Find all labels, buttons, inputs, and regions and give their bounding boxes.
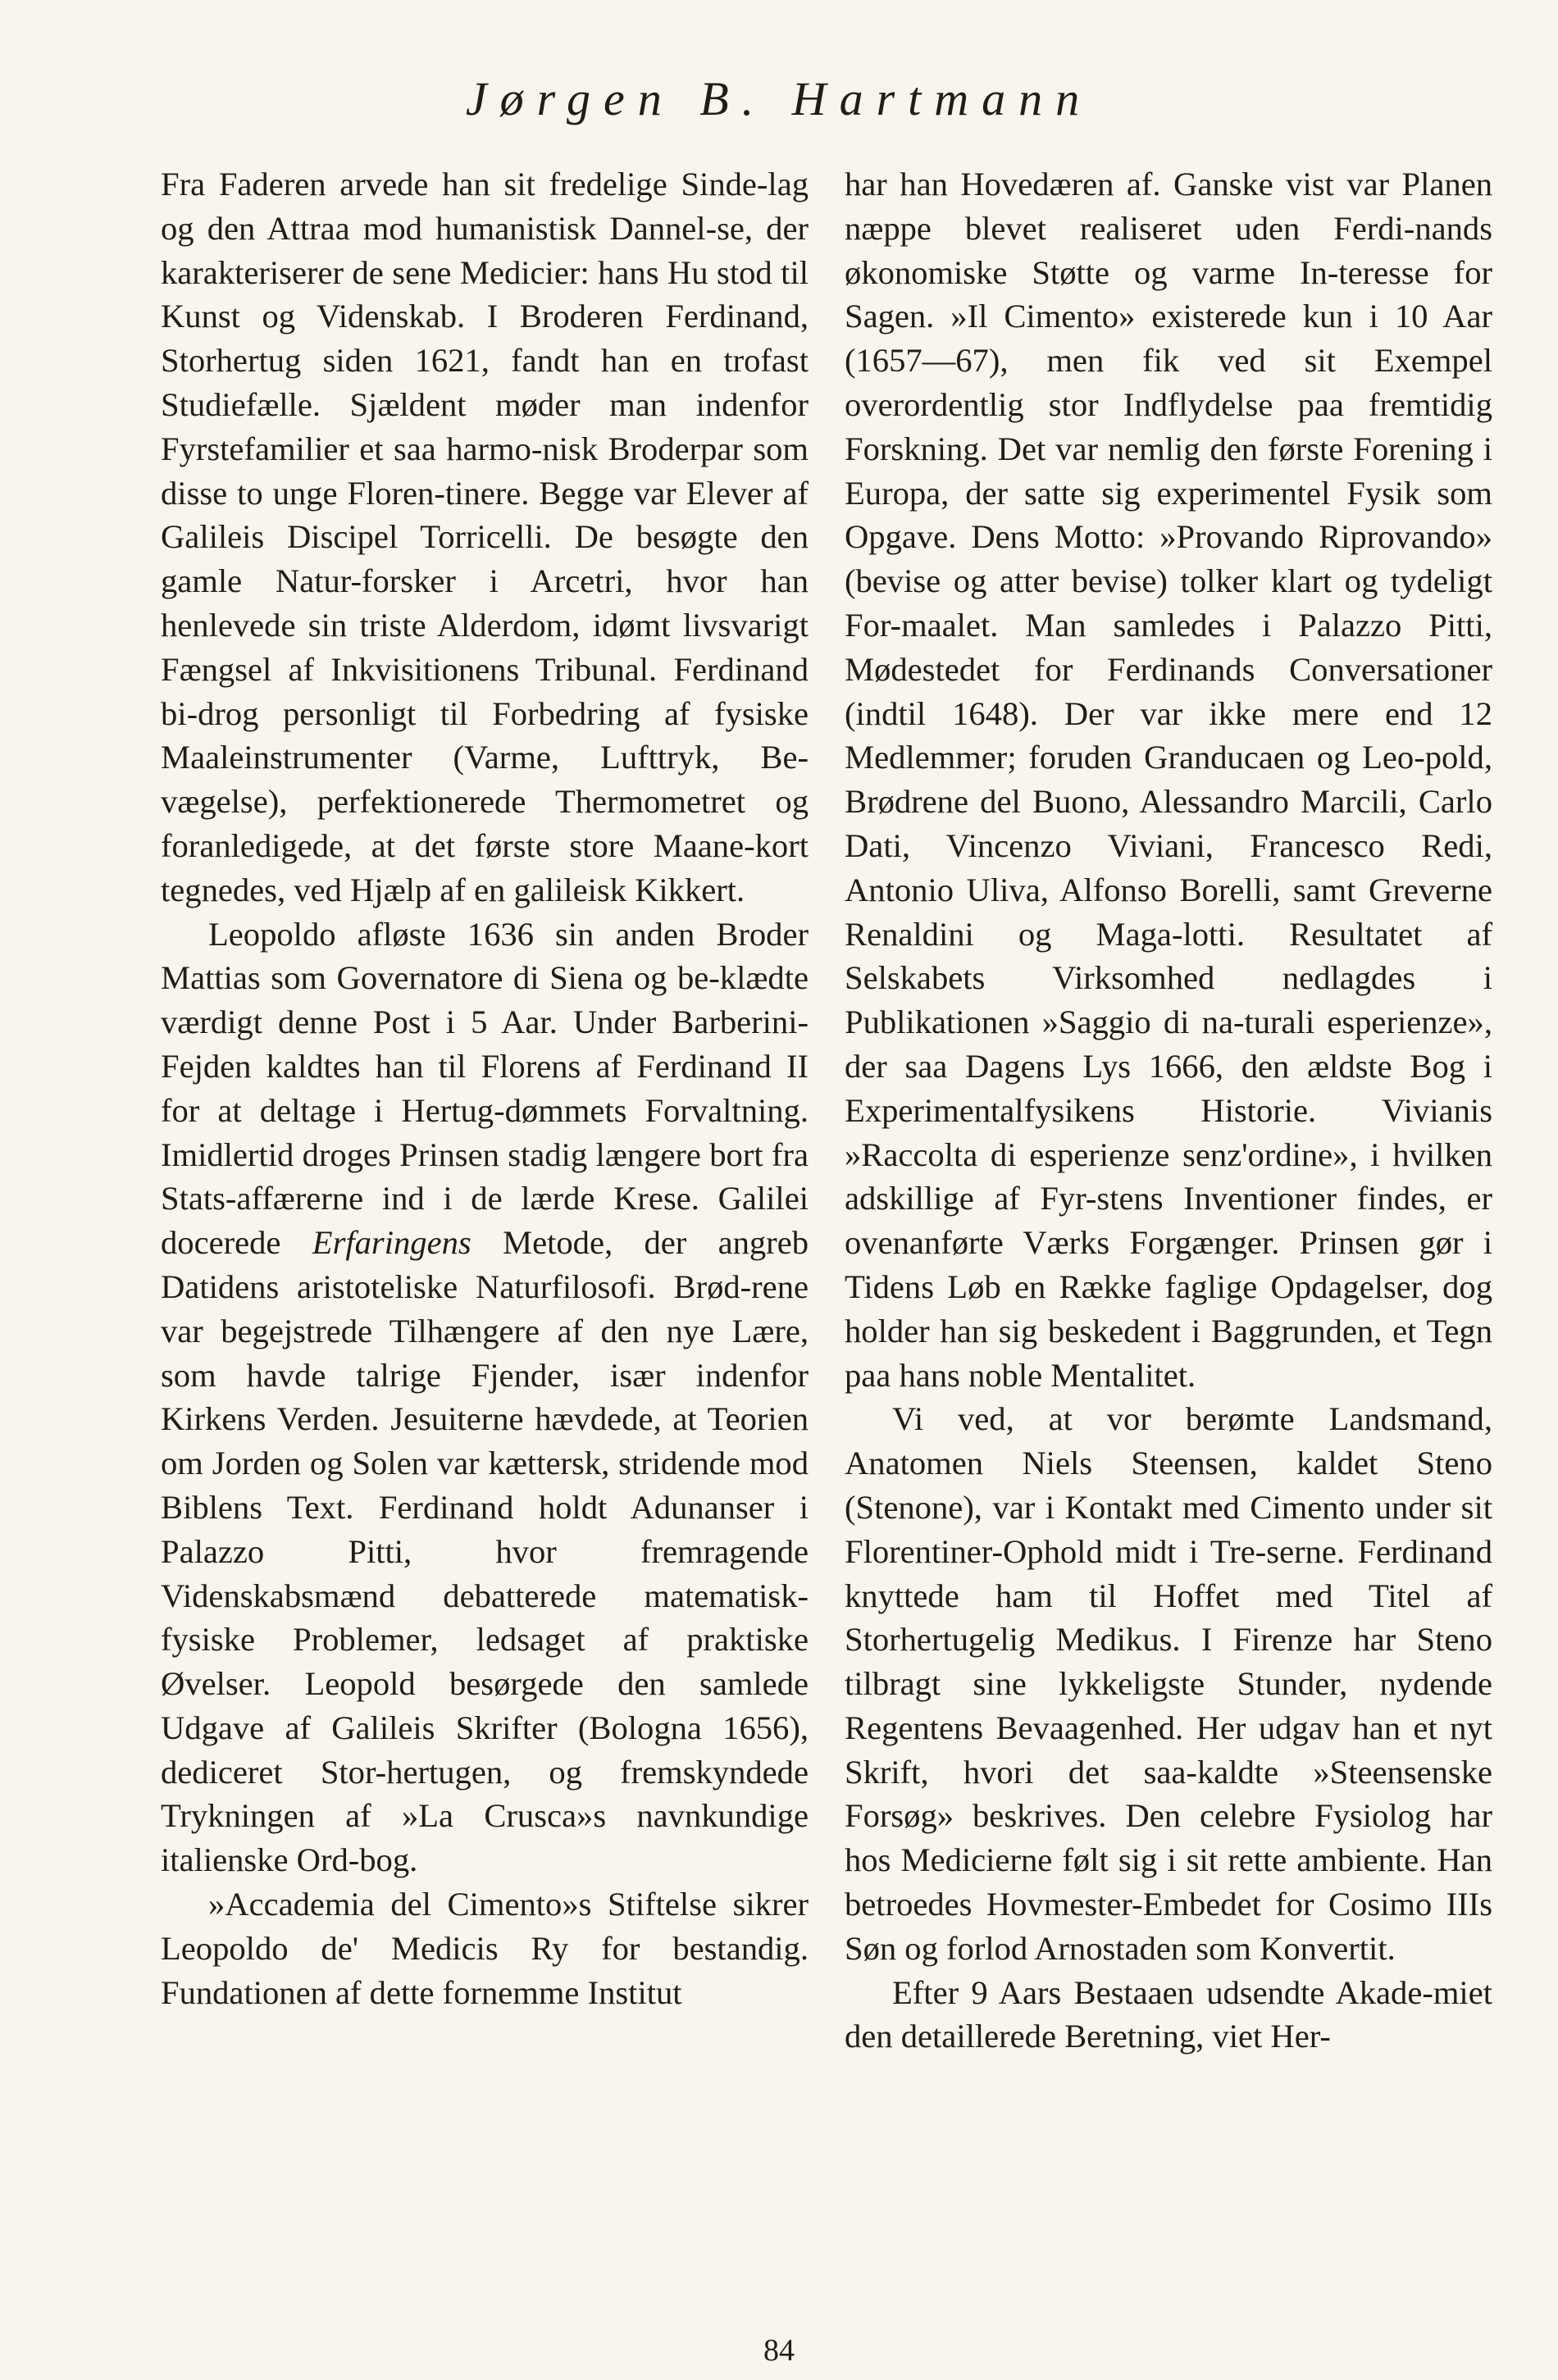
paragraph: har han Hovedæren af. Ganske vist var Planen næppe blevet realiseret uden Ferdi-nands økonomiske Støtte og varme In-teresse for Sagen. »Il Cimento» existerede kun i 10 Aar (1657—67), men fik ved sit Exempel overordentlig stor Indflydelse paa fremtidig Forskning. Det var nemlig den første Forening i Europa, der satte sig experimentel Fysik som Opgave. Dens Motto: »Provando Riprovando» (bevise og atter bevise) tolker klart og tydeligt For-maalet. Man samledes i Palazzo Pitti, Mødestedet for Ferdinands Conversationer (indtil 1648). Der var ikke mere end 12 Medlemmer; foruden Granducaen og Leo-pold, Brødrene del Buono, Alessandro Marcili, Carlo Dati, Vincenzo Viviani, Francesco Redi, Antonio Uliva, Alfonso Borelli, samt Greverne Renaldini og Maga-lotti. Resultatet af Selskabets Virksomhed nedlagdes i Publikationen »Saggio di na-turali esperienze», der saa Dagens Lys 1666, den ældste Bog i Experimentalfysikens Historie. Vivianis »Raccolta di esperienze senz'ordine», i hvilken adskillige af Fyr-stens Inventioner findes, er ovenanførte Værks Forgænger. Prinsen gør i Tidens Løb en Række faglige Opdagelser, dog holder han sig beskedent i Baggrunden, et Tegn paa hans noble Mentalitet.	[845, 166, 1492, 1394]
paragraph-text: Leopoldo afløste 1636 sin anden Broder Mattias som Governatore di Siena og be-klædte værdigt denne Post i 5 Aar. Under Barberini-Fejden kaldtes han til Florens af Ferdinand II for at deltage i Hertug-dømmets Forvaltning. Imidlertid droges Prinsen stadig længere bort fra Stats-affærerne ind i de lærde Krese. Galilei docerede	[161, 915, 809, 1262]
paragraph-text: Metode, der angreb Datidens aristoteliske Naturfilosofi. Brød-rene var begejstrede Tilhængere af den nye Lære, som havde talrige Fjender, især indenfor Kirkens Verden. Jesuiterne hævdede, at Teorien om Jorden og Solen var kættersk, stridende mod Biblens Text. Ferdinand holdt Adunanser i Palazzo Pitti, hvor fremragende Videnskabsmænd debatterede matematisk-fysiske Problemer, ledsaget af praktiske Øvelser. Leopold besørgede den samlede Udgave af Galileis Skrifter (Bologna 1656), dediceret Stor-hertugen, og fremskyndede Trykningen af »La Crusca»s navnkundige italienske Ord-bog.	[161, 1224, 809, 1879]
page-number: 84	[763, 2333, 795, 2368]
paragraph: Fra Faderen arvede han sit fredelige Sinde-lag og den Attraa mod humanistisk Dannel-se, der karakteriserer de sene Medicier: hans Hu stod til Kunst og Videnskab. I Broderen Ferdinand, Storhertug siden 1621, fandt han en trofast Studiefælle. Sjældent møder man indenfor Fyrstefamilier et saa harmo-nisk Broderpar som disse to unge Floren-tinere. Begge var Elever af Galileis Discipel Torricelli. De besøgte den gamle Natur-forsker i Arcetri, hvor han henlevede sin triste Alderdom, idømt livsvarigt Fængsel af Inkvisitionens Tribunal. Ferdinand bi-drog personligt til Forbedring af fysiske Maaleinstrumenter (Varme, Lufttryk, Be-vægelse), perfektionerede Thermometret og foranledigede, at det første store Maane-kort tegnedes, ved Hjælp af en galileisk Kikkert.	[161, 166, 809, 908]
paragraph	[161, 912, 809, 1883]
emphasized-word: Erfaringens	[312, 1224, 472, 1262]
running-head: Jørgen B. Hartmann	[465, 72, 1093, 125]
paragraph: Vi ved, at vor berømte Landsmand, Anatomen Niels Steensen, kaldet Steno (Stenone), var i Kontakt med Cimento under sit Florentiner-Ophold midt i Tre-serne. Ferdinand knyttede ham til Hoffet med Titel af Storhertugelig Medikus. I Firenze har Steno tilbragt sine lykkeligste Stunder, nydende Regentens Bevaagenhed. Her udgav han et nyt Skrift, hvori det saa-kaldte »Steensenske Forsøg» beskrives. Den celebre Fysiolog har hos Medicierne følt sig i sit rette ambiente. Han betroedes Hovmester-Embedet for Cosimo IIIs Søn og forlod Arnostaden som Konvertit.	[845, 1400, 1492, 1967]
right-column	[845, 162, 1492, 2059]
left-column	[161, 162, 809, 2014]
paragraph: »Accademia del Cimento»s Stiftelse sikrer Leopoldo de' Medicis Ry for bestandig. Fundationen af dette fornemme Institut	[161, 1886, 809, 2011]
paragraph: Efter 9 Aars Bestaaen udsendte Akade-miet den detaillerede Beretning, viet Her-	[845, 1973, 1492, 2055]
